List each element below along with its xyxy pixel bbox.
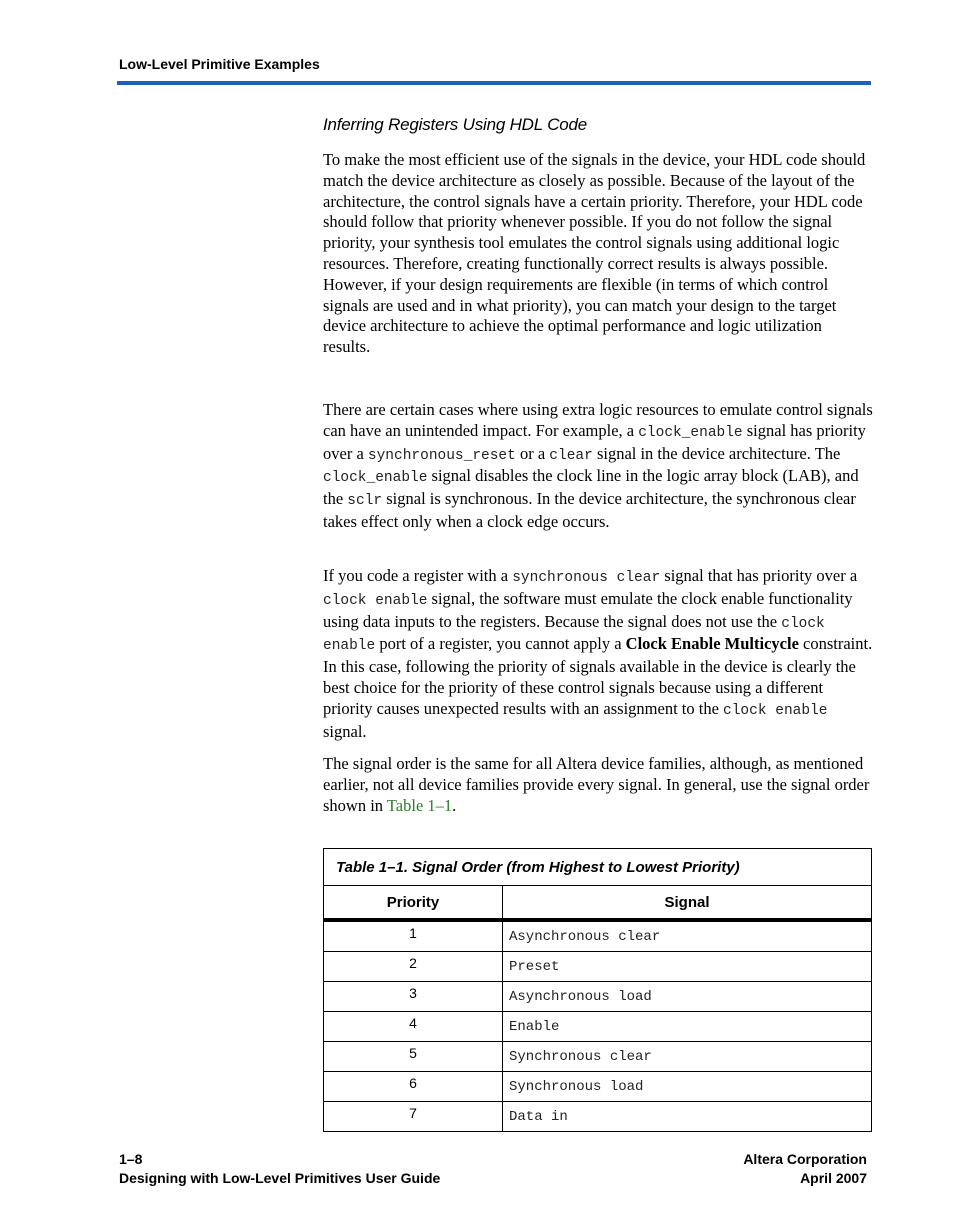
table-row: [324, 952, 872, 982]
paragraph-4-text: The signal order is the same for all Altera device families, although, as mentioned earlier, not all device families provide every signal. In general, use the signal order shown in: [323, 754, 870, 815]
table-cross-reference-link[interactable]: Table 1–1: [386, 795, 453, 815]
signal-cell: Enable: [503, 1012, 872, 1042]
column-header-signal: Signal: [503, 886, 872, 921]
paragraph-3-text: signal that has priority over a: [660, 566, 858, 585]
table-row: [324, 1102, 872, 1132]
signal-cell: Asynchronous load: [503, 982, 872, 1012]
paragraph-2-text: or a: [515, 443, 550, 463]
code-clear: clear: [549, 447, 593, 464]
header-rule: [117, 81, 871, 85]
signal-order-table: [323, 848, 872, 1132]
footer-date: April 2007: [800, 1170, 867, 1186]
code-clock-enable: clock_enable: [323, 470, 428, 487]
priority-cell: 4: [324, 1012, 503, 1042]
code-synchronous-reset: synchronous_reset: [367, 447, 516, 464]
paragraph-2-text: signal in the device architecture. The: [592, 443, 841, 463]
bold-constraint-name: Clock Enable Multicycle: [625, 634, 799, 654]
code-clock-enable: clock enable: [323, 615, 825, 655]
paragraph-3-text: If you code a register with a: [323, 566, 513, 585]
footer-page-number: 1–8: [119, 1151, 143, 1167]
code-sclr: sclr: [347, 493, 383, 510]
code-synchronous-clear: synchronous clear: [512, 570, 661, 586]
footer-company: Altera Corporation: [743, 1151, 867, 1167]
priority-cell: 6: [324, 1072, 503, 1102]
paragraph-3-text: signal, the software must emulate the clock enable functionality using data inputs to the registers. Because the signal does not use the: [323, 588, 853, 631]
priority-cell: 3: [324, 982, 503, 1012]
table-caption: Table 1–1. Signal Order (from Highest to Lowest Priority): [324, 849, 872, 886]
signal-cell: Data in: [503, 1102, 872, 1132]
paragraph-2-text: signal is synchronous. In the device architecture, the synchronous clear takes effect only when a clock edge occurs.: [323, 489, 856, 531]
priority-cell: 2: [324, 952, 503, 982]
section-title: Inferring Registers Using HDL Code: [323, 115, 588, 134]
paragraph-1-text: To make the most efficient use of the signals in the device, your HDL code should match the device architecture as closely as possible. Because of the layout of the architecture, the control signals have a certain priority. Therefore, your HDL code should follow that priority whenever possible. If you do not follow the signal priority, your synthesis tool emulates the control signals using additional logic resources. Therefore, creating functionally correct results is always possible. However, if your design requirements are flexible (in terms of which control signals are used and in what priority), you can match your design to the target device architecture to achieve the optimal performance and logic utilization results.: [323, 150, 866, 357]
footer-guide-title: Designing with Low-Level Primitives User Guide: [119, 1170, 441, 1186]
signal-cell: Asynchronous clear: [503, 920, 872, 952]
running-header: Low-Level Primitive Examples: [119, 56, 320, 72]
code-clock-enable: clock_enable: [638, 424, 743, 441]
paragraph-4-text: .: [452, 795, 457, 815]
code-clock-enable: clock enable: [323, 592, 428, 609]
paragraph-3-text: port of a register, you cannot apply a: [375, 634, 626, 654]
signal-cell: Synchronous load: [503, 1072, 872, 1102]
paragraph-3-text: signal.: [323, 721, 367, 741]
table-row: [324, 1072, 872, 1102]
priority-cell: 7: [324, 1102, 503, 1132]
paragraph-3: [323, 566, 873, 742]
table-row: [324, 1012, 872, 1042]
signal-cell: Synchronous clear: [503, 1042, 872, 1072]
table-row: [324, 982, 872, 1012]
paragraph-3-text: constraint. In this case, following the priority of signals available in the device is clearly the best choice for the priority of these control signals because using a different priority causes unexpected results with an assignment to the: [323, 634, 873, 718]
table-row: [324, 1042, 872, 1072]
signal-cell: Preset: [503, 952, 872, 982]
paragraph-4: [323, 754, 873, 816]
paragraph-2-text: signal has priority over a: [323, 420, 866, 463]
paragraph-1: [323, 150, 873, 358]
priority-cell: 5: [324, 1042, 503, 1072]
code-clock-enable: clock enable: [723, 702, 828, 719]
priority-cell: 1: [324, 920, 503, 952]
paragraph-2: [323, 400, 873, 533]
paragraph-2-text: signal disables the clock line in the logic array block (LAB), and the: [323, 466, 859, 509]
table-row: [324, 920, 872, 952]
column-header-priority: Priority: [324, 886, 503, 921]
paragraph-2-text: There are certain cases where using extra logic resources to emulate control signals can have an unintended impact. For example, a: [323, 400, 873, 440]
